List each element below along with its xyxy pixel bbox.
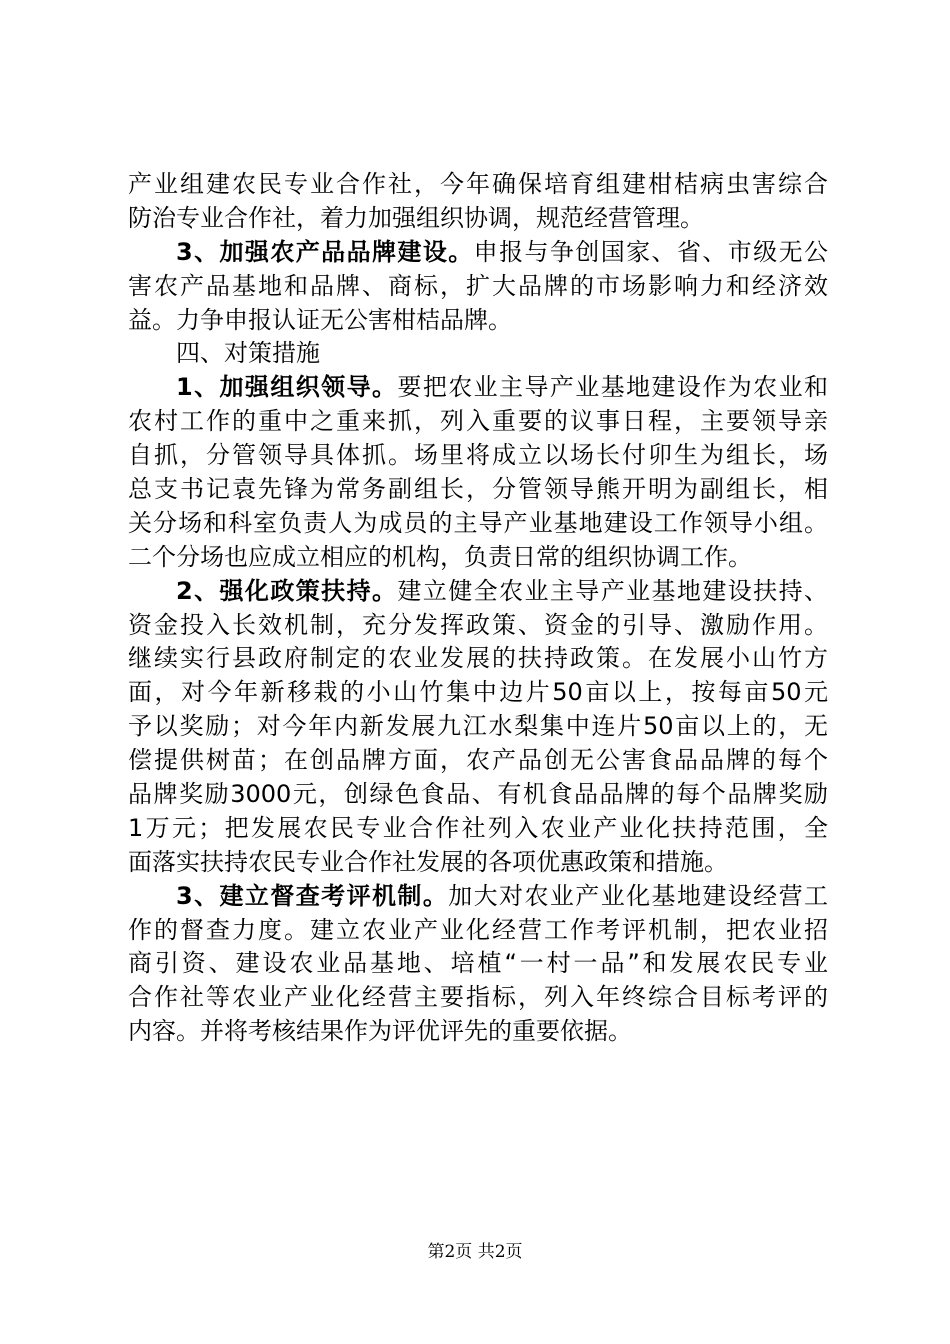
text-line xyxy=(128,812,828,846)
text-line xyxy=(128,270,828,304)
line-text: 加大对农业产业化基地建设经营工 xyxy=(448,881,828,910)
paragraph-heading: 3、加强农产品品牌建设。 xyxy=(176,237,474,266)
text-line xyxy=(128,642,828,676)
section-heading xyxy=(128,337,828,371)
page-indicator: 第2页 共2页 xyxy=(427,1242,523,1262)
text-line xyxy=(128,202,828,236)
text-line xyxy=(128,575,828,609)
text-line xyxy=(128,744,828,778)
page-footer xyxy=(0,1240,950,1264)
line-text: 商引资、建设农业品基地、培植“一村一品”和发展农民专业 xyxy=(128,949,828,978)
paragraph-heading: 1、加强组织领导。 xyxy=(176,373,398,402)
line-text: 予以奖励；对今年内新发展九江水梨集中连片50亩以上的，无 xyxy=(128,712,828,741)
line-text: 偿提供树苗；在创品牌方面，农产品创无公害食品品牌的每个 xyxy=(128,746,828,775)
text-line xyxy=(128,710,828,744)
text-line xyxy=(128,981,828,1015)
body-text xyxy=(128,168,828,1049)
line-text: 品牌奖励3000元，创绿色食品、有机食品品牌的每个品牌奖励 xyxy=(128,780,828,809)
line-text: 合作社等农业产业化经营主要指标，列入年终综合目标考评的 xyxy=(128,983,828,1012)
text-line xyxy=(128,304,828,338)
line-text: 二个分场也应成立相应的机构，负责日常的组织协调工作。 xyxy=(128,542,752,571)
text-line xyxy=(128,507,828,541)
text-line xyxy=(128,947,828,981)
line-text: 要把农业主导产业基地建设作为农业和 xyxy=(397,373,828,402)
text-line xyxy=(128,439,828,473)
line-text: 产业组建农民专业合作社，今年确保培育组建柑桔病虫害综合 xyxy=(128,170,828,198)
text-line xyxy=(128,914,828,948)
line-text: 自抓，分管领导具体抓。场里将成立以场长付卯生为组长，场 xyxy=(128,441,828,470)
text-line xyxy=(128,1015,828,1049)
line-text: 内容。并将考核结果作为评优评先的重要依据。 xyxy=(128,1017,632,1046)
line-text: 防治专业合作社，着力加强组织协调，规范经营管理。 xyxy=(128,203,704,232)
paragraph-heading: 2、强化政策扶持。 xyxy=(176,576,398,605)
text-line xyxy=(128,371,828,405)
text-line xyxy=(128,236,828,270)
text-line xyxy=(128,846,828,880)
line-text: 申报与争创国家、省、市级无公 xyxy=(473,237,828,266)
line-text: 益。力争申报认证无公害柑桔品牌。 xyxy=(128,305,512,334)
text-line xyxy=(128,676,828,710)
text-line xyxy=(128,541,828,575)
line-text: 四、对策措施 xyxy=(176,339,320,368)
line-text: 总支书记袁先锋为常务副组长，分管领导熊开明为副组长，相 xyxy=(128,475,828,504)
line-text: 作的督查力度。建立农业产业化经营工作考评机制，把农业招 xyxy=(128,915,828,944)
line-text: 农村工作的重中之重来抓，列入重要的议事日程，主要领导亲 xyxy=(128,407,828,436)
line-text: 1万元；把发展农民专业合作社列入农业产业化扶持范围，全 xyxy=(128,813,828,842)
text-line xyxy=(128,880,828,914)
line-text: 关分场和科室负责人为成员的主导产业基地建设工作领导小组。 xyxy=(128,508,828,537)
line-text: 面落实扶持农民专业合作社发展的各项优惠政策和措施。 xyxy=(128,847,728,876)
text-line xyxy=(128,405,828,439)
text-line xyxy=(128,168,828,202)
line-text: 面，对今年新移栽的小山竹集中边片50亩以上，按每亩50元 xyxy=(128,678,828,707)
line-text: 建立健全农业主导产业基地建设扶持、 xyxy=(397,576,828,605)
text-line xyxy=(128,778,828,812)
text-line xyxy=(128,609,828,643)
text-line xyxy=(128,473,828,507)
line-text: 继续实行县政府制定的农业发展的扶持政策。在发展小山竹方 xyxy=(128,644,828,673)
line-text: 资金投入长效机制，充分发挥政策、资金的引导、激励作用。 xyxy=(128,610,828,639)
paragraph-heading: 3、建立督查考评机制。 xyxy=(176,881,449,910)
line-text: 害农产品基地和品牌、商标，扩大品牌的市场影响力和经济效 xyxy=(128,271,828,300)
